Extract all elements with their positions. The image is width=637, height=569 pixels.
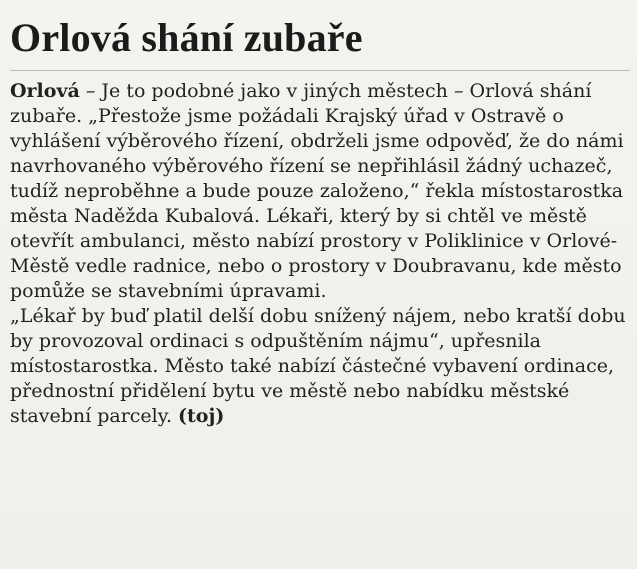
- article-paragraph-1: [10, 79, 630, 304]
- article-paragraph-2: [10, 304, 630, 429]
- article-text-1: Je to podobné jako v jiných městech – Orlová shání zubaře. „Přestože jsme požádali Krajský úřad v Ostravě o vyhlášení výběrového řízení, obdrželi jsme odpověď, že do námi navrhovaného výběrového řízení se nepřihlásil žádný uchazeč, tudíž neproběhne a bude pouze založeno,“ řekla místostarostka města Naděžda Kubalová. Lékaři, který by si chtěl ve městě otevřít ambulanci, město nabízí prostory v Poliklinice v Orlové-Městě vedle radnice, nebo o prostory v Doubravanu, kde město pomůže se stavebními úpravami.: [10, 80, 624, 302]
- article-body: [10, 79, 630, 429]
- news-article: [10, 10, 630, 429]
- article-separator: –: [79, 80, 102, 102]
- article-text-2: „Lékař by buď platil delší dobu snížený nájem, nebo kratší dobu by provozoval ordinaci s odpuštěním nájmu“, upřesnila místostarostka. Město také nabízí částečné vybavení ordinace, přednostní přidělení bytu ve městě nebo nabídku městské stavební parcely.: [10, 305, 626, 427]
- headline-divider: [10, 70, 630, 71]
- article-location: Orlová: [10, 80, 80, 102]
- article-headline: Orlová shání zubaře: [10, 15, 363, 60]
- article-signature: (toj): [178, 405, 225, 427]
